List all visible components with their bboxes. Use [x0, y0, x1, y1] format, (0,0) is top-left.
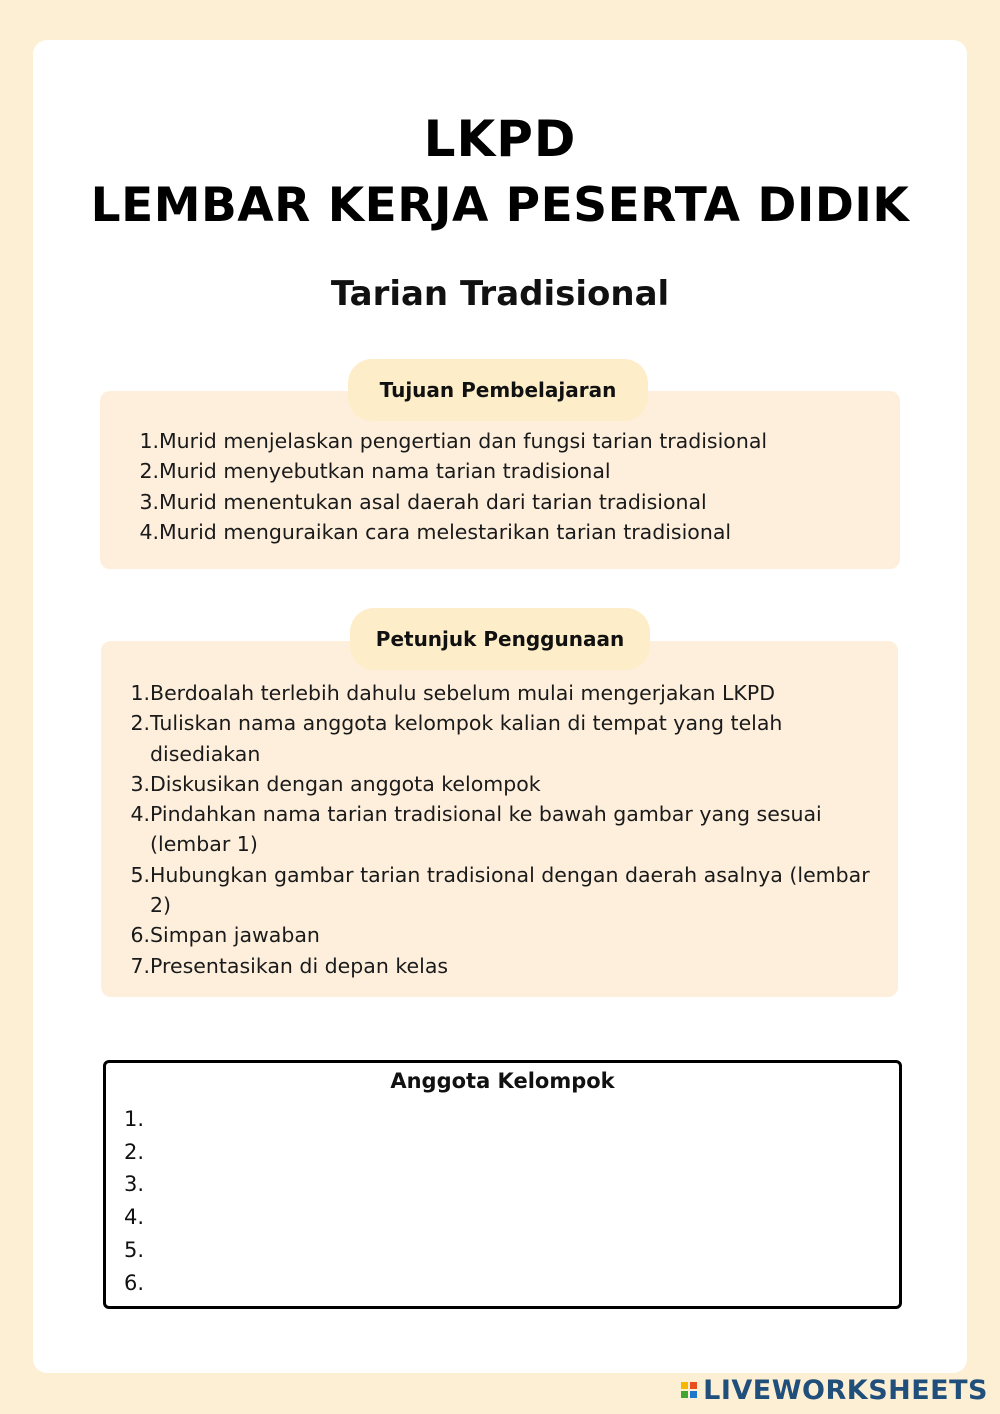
list-item	[128, 860, 880, 921]
list-item	[137, 426, 877, 456]
list-text: Murid menentukan asal daerah dari tarian tradisional	[159, 489, 707, 514]
list-number: 6.	[130, 923, 150, 948]
list-number: 5.	[130, 862, 150, 887]
list-number: 1.	[130, 681, 150, 705]
list-item	[128, 951, 880, 981]
logo-square	[690, 1382, 697, 1389]
list-number: 4.	[139, 519, 159, 544]
list-text: Tuliskan nama anggota kelompok kalian di tempat yang telah disediakan	[150, 711, 783, 766]
liveworksheets-logo-icon	[681, 1382, 697, 1398]
logo-square	[690, 1391, 697, 1398]
list-text: Hubungkan gambar tarian tradisional dengan daerah asalnya (lembar 2)	[150, 862, 870, 918]
list-item	[128, 708, 880, 769]
list-text: Murid menguraikan cara melestarikan tarian tradisional	[159, 519, 732, 544]
usage-instructions-heading: Petunjuk Penggunaan	[350, 608, 650, 670]
logo-square	[681, 1391, 688, 1398]
liveworksheets-brand[interactable]	[681, 1373, 988, 1407]
list-text: Simpan jawaban	[150, 923, 320, 948]
group-members-box	[103, 1060, 902, 1309]
list-number: 2.	[139, 459, 159, 484]
list-text: Pindahkan nama tarian tradisional ke bawah gambar yang sesuai (lembar 1)	[150, 802, 822, 857]
list-number: 4.	[130, 802, 150, 827]
group-members-list	[124, 1103, 144, 1299]
group-members-heading: Anggota Kelompok	[390, 1069, 615, 1093]
list-item	[128, 678, 880, 708]
brand-name: LIVEWORKSHEETS	[703, 1374, 988, 1406]
list-text: Murid menjelaskan pengertian dan fungsi tarian tradisional	[159, 429, 768, 453]
member-slot: 5.	[124, 1237, 145, 1262]
page-subtitle: Tarian Tradisional	[330, 274, 670, 314]
logo-square	[681, 1382, 688, 1389]
list-number: 2.	[130, 711, 150, 736]
list-number: 3.	[130, 771, 150, 796]
list-item	[137, 517, 877, 547]
usage-instructions-list	[128, 678, 880, 981]
page-title-acronym: LKPD	[423, 110, 577, 168]
list-item	[128, 920, 880, 950]
member-slot: 2.	[124, 1139, 145, 1164]
list-item	[137, 456, 877, 486]
list-text: Presentasikan di depan kelas	[150, 953, 449, 978]
page-title-full: LEMBAR KERJA PESERTA DIDIK	[90, 178, 910, 233]
learning-goals-list	[137, 426, 877, 547]
list-number: 7.	[130, 953, 150, 978]
list-number: 3.	[139, 489, 159, 514]
learning-goals-heading: Tujuan Pembelajaran	[348, 359, 648, 421]
member-slot: 6.	[124, 1270, 145, 1295]
list-item	[137, 487, 877, 517]
list-text: Berdoalah terlebih dahulu sebelum mulai mengerjakan LKPD	[150, 681, 775, 705]
list-number: 1.	[139, 429, 159, 453]
list-item	[128, 769, 880, 799]
list-text: Murid menyebutkan nama tarian tradisional	[159, 459, 611, 484]
member-slot: 3.	[124, 1172, 145, 1197]
member-slot: 1.	[124, 1107, 145, 1131]
list-text: Diskusikan dengan anggota kelompok	[150, 771, 541, 796]
list-item	[128, 799, 880, 860]
member-slot: 4.	[124, 1205, 145, 1230]
